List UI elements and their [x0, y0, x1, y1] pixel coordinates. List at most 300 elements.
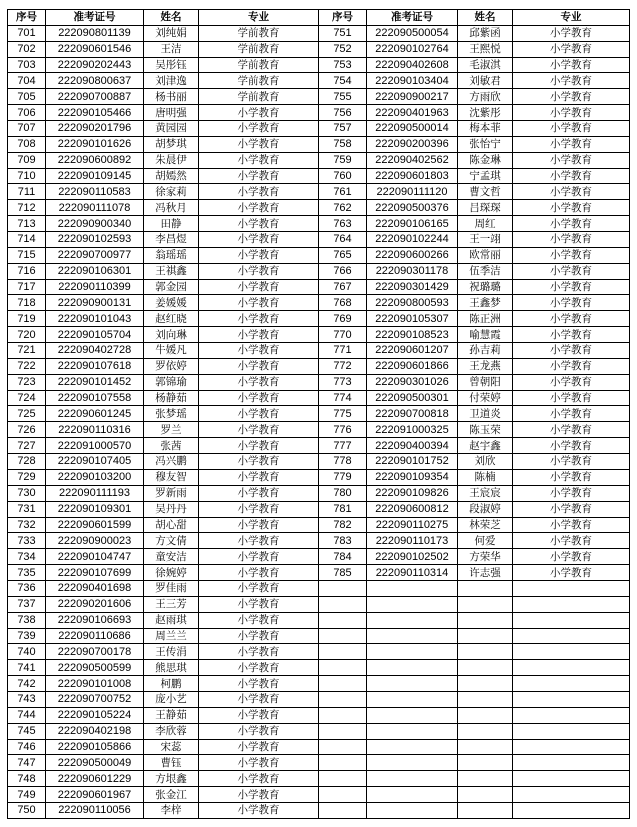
seq-cell — [319, 612, 367, 628]
major-cell: 小学教育 — [199, 152, 319, 168]
exam-id-cell: 222090700887 — [46, 89, 144, 105]
exam-id-cell: 222090500376 — [367, 200, 458, 216]
table-row — [319, 533, 630, 549]
seq-cell: 779 — [319, 469, 367, 485]
major-cell: 小学教育 — [513, 25, 630, 41]
header-seq: 序号 — [8, 10, 46, 26]
major-cell: 小学教育 — [199, 454, 319, 470]
major-cell: 小学教育 — [513, 168, 630, 184]
table-row — [8, 454, 319, 470]
table-row — [8, 406, 319, 422]
table-row — [319, 105, 630, 121]
name-cell: 毛淑淇 — [458, 57, 513, 73]
major-cell: 小学教育 — [199, 390, 319, 406]
major-cell: 小学教育 — [199, 469, 319, 485]
exam-id-cell: 222090601207 — [367, 343, 458, 359]
name-cell — [458, 755, 513, 771]
table-row — [319, 232, 630, 248]
table-row — [8, 121, 319, 137]
exam-id-cell: 222090601803 — [367, 168, 458, 184]
exam-id-cell: 222090106693 — [46, 612, 144, 628]
exam-id-cell: 222090601599 — [46, 517, 144, 533]
name-cell — [458, 691, 513, 707]
table-row — [8, 374, 319, 390]
name-cell: 柯鹏 — [144, 676, 199, 692]
major-cell: 小学教育 — [199, 723, 319, 739]
name-cell: 姜媛媛 — [144, 295, 199, 311]
table-row — [319, 73, 630, 89]
exam-id-cell: 222090601866 — [367, 358, 458, 374]
name-cell — [458, 660, 513, 676]
name-cell: 邱紫函 — [458, 25, 513, 41]
exam-id-cell: 222090109301 — [46, 501, 144, 517]
major-cell — [513, 644, 630, 660]
major-cell: 小学教育 — [199, 105, 319, 121]
seq-cell: 703 — [8, 57, 46, 73]
exam-id-cell: 222090401698 — [46, 580, 144, 596]
seq-cell: 722 — [8, 358, 46, 374]
name-cell: 付荣婷 — [458, 390, 513, 406]
seq-cell: 706 — [8, 105, 46, 121]
major-cell: 小学教育 — [199, 438, 319, 454]
exam-id-cell: 222090900023 — [46, 533, 144, 549]
name-cell: 陈正洲 — [458, 311, 513, 327]
table-row — [319, 121, 630, 137]
exam-id-cell: 222090101452 — [46, 374, 144, 390]
exam-id-cell: 222090601245 — [46, 406, 144, 422]
table-row — [8, 25, 319, 41]
exam-id-cell: 222090400394 — [367, 438, 458, 454]
seq-cell: 746 — [8, 739, 46, 755]
table-row — [319, 390, 630, 406]
name-cell: 李昌煜 — [144, 232, 199, 248]
table-row — [319, 358, 630, 374]
seq-cell: 751 — [319, 25, 367, 41]
major-cell: 小学教育 — [513, 374, 630, 390]
major-cell: 小学教育 — [513, 41, 630, 57]
exam-id-cell: 222090105466 — [46, 105, 144, 121]
major-cell: 小学教育 — [199, 216, 319, 232]
major-cell: 小学教育 — [513, 390, 630, 406]
exam-id-cell: 222090110399 — [46, 279, 144, 295]
major-cell: 小学教育 — [199, 168, 319, 184]
name-cell: 王静茹 — [144, 707, 199, 723]
major-cell: 小学教育 — [199, 755, 319, 771]
table-row — [319, 485, 630, 501]
exam-id-cell: 222090900217 — [367, 89, 458, 105]
name-cell — [458, 612, 513, 628]
name-cell: 罗新雨 — [144, 485, 199, 501]
roster-table-left — [7, 9, 319, 819]
table-row — [319, 469, 630, 485]
name-cell: 宋蕊 — [144, 739, 199, 755]
major-cell — [513, 691, 630, 707]
name-cell: 赵雨琪 — [144, 612, 199, 628]
major-cell — [513, 707, 630, 723]
exam-id-cell: 222090301178 — [367, 263, 458, 279]
exam-id-cell: 222091000325 — [367, 422, 458, 438]
exam-id-cell — [367, 739, 458, 755]
header-exam-id: 准考证号 — [367, 10, 458, 26]
table-row — [8, 596, 319, 612]
table-row — [319, 247, 630, 263]
table-row — [319, 168, 630, 184]
seq-cell — [319, 739, 367, 755]
major-cell: 小学教育 — [199, 358, 319, 374]
major-cell: 小学教育 — [199, 279, 319, 295]
empty-row — [319, 612, 630, 628]
table-row — [319, 517, 630, 533]
major-cell — [513, 771, 630, 787]
seq-cell: 702 — [8, 41, 46, 57]
exam-id-cell: 222090401963 — [367, 105, 458, 121]
table-row — [8, 168, 319, 184]
table-row — [319, 343, 630, 359]
seq-cell: 712 — [8, 200, 46, 216]
table-row — [8, 628, 319, 644]
seq-cell: 713 — [8, 216, 46, 232]
name-cell: 沈紫彤 — [458, 105, 513, 121]
table-row — [8, 358, 319, 374]
name-cell: 刘向琳 — [144, 327, 199, 343]
seq-cell — [319, 723, 367, 739]
header-seq: 序号 — [319, 10, 367, 26]
table-row — [319, 565, 630, 581]
seq-cell: 707 — [8, 121, 46, 137]
table-row — [319, 136, 630, 152]
seq-cell: 752 — [319, 41, 367, 57]
table-row — [319, 279, 630, 295]
major-cell: 小学教育 — [513, 422, 630, 438]
exam-id-cell: 222090110056 — [46, 802, 144, 818]
exam-id-cell: 222090109145 — [46, 168, 144, 184]
major-cell — [513, 628, 630, 644]
major-cell: 小学教育 — [199, 707, 319, 723]
header-name: 姓名 — [144, 10, 199, 26]
exam-id-cell: 222090111120 — [367, 184, 458, 200]
exam-id-cell: 222090600266 — [367, 247, 458, 263]
table-row — [8, 438, 319, 454]
seq-cell: 705 — [8, 89, 46, 105]
name-cell: 宁孟琪 — [458, 168, 513, 184]
name-cell: 胡嫣然 — [144, 168, 199, 184]
exam-id-cell: 222090101043 — [46, 311, 144, 327]
exam-id-cell — [367, 723, 458, 739]
name-cell: 曹钰 — [144, 755, 199, 771]
seq-cell: 731 — [8, 501, 46, 517]
exam-id-cell: 222090301026 — [367, 374, 458, 390]
exam-id-cell: 222090103200 — [46, 469, 144, 485]
name-cell: 许志强 — [458, 565, 513, 581]
major-cell: 小学教育 — [199, 691, 319, 707]
table-row — [8, 247, 319, 263]
table-row — [8, 422, 319, 438]
table-row — [8, 200, 319, 216]
seq-cell: 709 — [8, 152, 46, 168]
table-row — [8, 152, 319, 168]
name-cell: 罗佳雨 — [144, 580, 199, 596]
table-row — [8, 89, 319, 105]
seq-cell: 718 — [8, 295, 46, 311]
seq-cell: 740 — [8, 644, 46, 660]
major-cell: 小学教育 — [513, 327, 630, 343]
name-cell: 梅本菲 — [458, 121, 513, 137]
table-row — [8, 612, 319, 628]
table-row — [8, 232, 319, 248]
table-row — [319, 438, 630, 454]
seq-cell: 743 — [8, 691, 46, 707]
empty-row — [319, 580, 630, 596]
seq-cell: 776 — [319, 422, 367, 438]
table-row — [8, 279, 319, 295]
seq-cell — [319, 707, 367, 723]
name-cell: 王鑫梦 — [458, 295, 513, 311]
header-row — [8, 10, 319, 26]
empty-row — [319, 723, 630, 739]
exam-id-cell: 222090105866 — [46, 739, 144, 755]
major-cell — [513, 596, 630, 612]
exam-id-cell: 222090109826 — [367, 485, 458, 501]
name-cell: 王洁 — [144, 41, 199, 57]
table-row — [319, 422, 630, 438]
name-cell: 王宸宸 — [458, 485, 513, 501]
major-cell: 小学教育 — [199, 676, 319, 692]
exam-id-cell: 222091000570 — [46, 438, 144, 454]
name-cell: 孙吉莉 — [458, 343, 513, 359]
name-cell: 王熙悦 — [458, 41, 513, 57]
table-row — [319, 89, 630, 105]
exam-id-cell: 222090402608 — [367, 57, 458, 73]
seq-cell: 716 — [8, 263, 46, 279]
name-cell — [458, 771, 513, 787]
exam-id-cell: 222090201606 — [46, 596, 144, 612]
major-cell: 小学教育 — [199, 771, 319, 787]
table-row — [319, 501, 630, 517]
name-cell: 王龙燕 — [458, 358, 513, 374]
seq-cell: 760 — [319, 168, 367, 184]
major-cell: 学前教育 — [199, 73, 319, 89]
name-cell: 张金江 — [144, 787, 199, 803]
major-cell — [513, 755, 630, 771]
major-cell: 小学教育 — [513, 438, 630, 454]
exam-id-cell: 222090601967 — [46, 787, 144, 803]
seq-cell: 741 — [8, 660, 46, 676]
name-cell — [458, 676, 513, 692]
major-cell: 小学教育 — [513, 216, 630, 232]
name-cell: 卫道炎 — [458, 406, 513, 422]
name-cell: 祝璐璐 — [458, 279, 513, 295]
name-cell: 方文倩 — [144, 533, 199, 549]
table-row — [8, 644, 319, 660]
seq-cell: 775 — [319, 406, 367, 422]
empty-row — [319, 628, 630, 644]
name-cell: 徐婉婷 — [144, 565, 199, 581]
exam-id-cell: 222090107699 — [46, 565, 144, 581]
table-row — [8, 57, 319, 73]
seq-cell: 750 — [8, 802, 46, 818]
exam-id-cell: 222090800593 — [367, 295, 458, 311]
name-cell: 伍季洁 — [458, 263, 513, 279]
exam-id-cell: 222090111078 — [46, 200, 144, 216]
table-row — [319, 263, 630, 279]
table-row — [8, 787, 319, 803]
major-cell: 小学教育 — [199, 136, 319, 152]
seq-cell: 767 — [319, 279, 367, 295]
major-cell: 小学教育 — [513, 358, 630, 374]
exam-id-cell — [367, 676, 458, 692]
seq-cell: 763 — [319, 216, 367, 232]
major-cell: 小学教育 — [513, 311, 630, 327]
name-cell — [458, 739, 513, 755]
name-cell: 庞小艺 — [144, 691, 199, 707]
major-cell — [513, 787, 630, 803]
seq-cell: 729 — [8, 469, 46, 485]
major-cell: 小学教育 — [513, 121, 630, 137]
seq-cell: 773 — [319, 374, 367, 390]
name-cell: 童安洁 — [144, 549, 199, 565]
seq-cell: 753 — [319, 57, 367, 73]
table-row — [8, 105, 319, 121]
exam-id-cell: 222090107558 — [46, 390, 144, 406]
empty-row — [319, 771, 630, 787]
name-cell — [458, 580, 513, 596]
major-cell: 小学教育 — [513, 105, 630, 121]
name-cell: 赵红晓 — [144, 311, 199, 327]
seq-cell: 711 — [8, 184, 46, 200]
exam-id-cell: 222090700977 — [46, 247, 144, 263]
major-cell: 小学教育 — [199, 247, 319, 263]
seq-cell: 742 — [8, 676, 46, 692]
exam-id-cell: 222090104747 — [46, 549, 144, 565]
seq-cell: 783 — [319, 533, 367, 549]
exam-id-cell: 222090110275 — [367, 517, 458, 533]
exam-id-cell: 222090102502 — [367, 549, 458, 565]
major-cell: 小学教育 — [199, 200, 319, 216]
exam-id-cell: 222090601229 — [46, 771, 144, 787]
major-cell: 小学教育 — [513, 549, 630, 565]
seq-cell: 735 — [8, 565, 46, 581]
exam-id-cell: 222090101752 — [367, 454, 458, 470]
name-cell: 王一翊 — [458, 232, 513, 248]
name-cell: 吕琛琛 — [458, 200, 513, 216]
major-cell: 小学教育 — [199, 422, 319, 438]
name-cell: 方雨欣 — [458, 89, 513, 105]
seq-cell: 785 — [319, 565, 367, 581]
name-cell: 陈玉荣 — [458, 422, 513, 438]
seq-cell: 771 — [319, 343, 367, 359]
major-cell: 小学教育 — [199, 739, 319, 755]
name-cell — [458, 628, 513, 644]
exam-id-cell — [367, 628, 458, 644]
table-row — [8, 327, 319, 343]
exam-id-cell: 222090500301 — [367, 390, 458, 406]
seq-cell: 782 — [319, 517, 367, 533]
major-cell: 小学教育 — [199, 327, 319, 343]
name-cell: 杨书丽 — [144, 89, 199, 105]
major-cell: 小学教育 — [513, 469, 630, 485]
empty-row — [319, 676, 630, 692]
exam-id-cell: 222090109354 — [367, 469, 458, 485]
seq-cell — [319, 755, 367, 771]
name-cell — [458, 723, 513, 739]
seq-cell: 704 — [8, 73, 46, 89]
exam-id-cell: 222090202443 — [46, 57, 144, 73]
major-cell: 小学教育 — [199, 787, 319, 803]
seq-cell — [319, 787, 367, 803]
empty-row — [319, 596, 630, 612]
major-cell: 小学教育 — [199, 596, 319, 612]
table-row — [319, 200, 630, 216]
exam-id-cell: 222090500599 — [46, 660, 144, 676]
name-cell: 张怡宁 — [458, 136, 513, 152]
empty-row — [319, 707, 630, 723]
major-cell: 小学教育 — [199, 517, 319, 533]
seq-cell: 758 — [319, 136, 367, 152]
seq-cell: 748 — [8, 771, 46, 787]
table-row — [319, 454, 630, 470]
exam-id-cell: 222090103404 — [367, 73, 458, 89]
table-row — [8, 755, 319, 771]
empty-row — [319, 660, 630, 676]
exam-id-cell — [367, 660, 458, 676]
exam-id-cell: 222090105307 — [367, 311, 458, 327]
name-cell: 熊思琪 — [144, 660, 199, 676]
exam-id-cell: 222090101008 — [46, 676, 144, 692]
major-cell: 小学教育 — [513, 343, 630, 359]
table-row — [319, 216, 630, 232]
name-cell: 张梦瑶 — [144, 406, 199, 422]
empty-row — [319, 691, 630, 707]
table-row — [8, 184, 319, 200]
seq-cell: 737 — [8, 596, 46, 612]
major-cell: 小学教育 — [199, 802, 319, 818]
major-cell: 学前教育 — [199, 25, 319, 41]
exam-id-cell: 222090402198 — [46, 723, 144, 739]
name-cell: 刘津逸 — [144, 73, 199, 89]
name-cell: 朱晨伊 — [144, 152, 199, 168]
seq-cell: 756 — [319, 105, 367, 121]
seq-cell: 720 — [8, 327, 46, 343]
exam-id-cell: 222090402562 — [367, 152, 458, 168]
exam-id-cell: 222090700818 — [367, 406, 458, 422]
seq-cell: 770 — [319, 327, 367, 343]
name-cell: 穆友智 — [144, 469, 199, 485]
table-row — [8, 580, 319, 596]
seq-cell: 734 — [8, 549, 46, 565]
major-cell — [513, 739, 630, 755]
major-cell — [513, 660, 630, 676]
exam-id-cell: 222090500049 — [46, 755, 144, 771]
seq-cell: 781 — [319, 501, 367, 517]
header-name: 姓名 — [458, 10, 513, 26]
major-cell: 小学教育 — [199, 374, 319, 390]
seq-cell: 723 — [8, 374, 46, 390]
exam-id-cell: 222090110316 — [46, 422, 144, 438]
exam-id-cell: 222090600812 — [367, 501, 458, 517]
major-cell: 小学教育 — [199, 549, 319, 565]
seq-cell — [319, 691, 367, 707]
exam-id-cell: 222090500054 — [367, 25, 458, 41]
name-cell: 周红 — [458, 216, 513, 232]
seq-cell: 777 — [319, 438, 367, 454]
name-cell: 林荣芝 — [458, 517, 513, 533]
major-cell: 小学教育 — [199, 644, 319, 660]
major-cell: 小学教育 — [513, 263, 630, 279]
major-cell: 小学教育 — [513, 279, 630, 295]
empty-row — [319, 739, 630, 755]
name-cell: 曹文哲 — [458, 184, 513, 200]
name-cell — [458, 802, 513, 818]
